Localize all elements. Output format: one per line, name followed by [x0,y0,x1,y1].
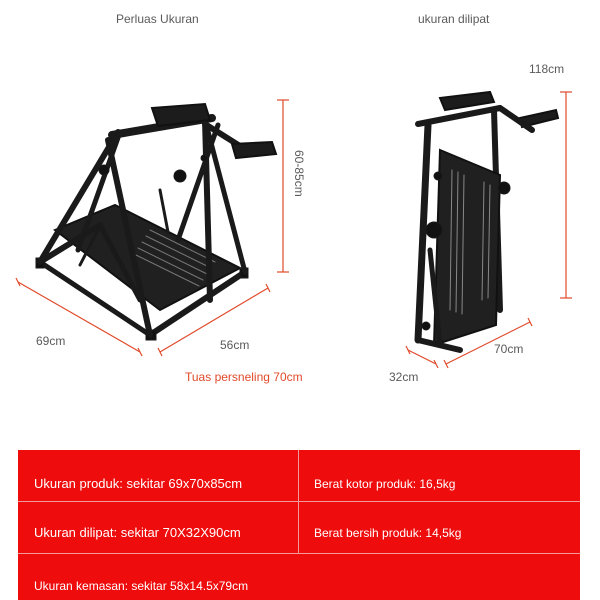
folded-depth-label: 70cm [494,342,524,356]
spec-table [18,450,580,600]
folded-size-cell: Ukuran dilipat: sekitar 70X32X90cm [34,525,241,540]
folded-height-label: 118cm [529,62,565,76]
folded-stand-image [418,92,558,350]
net-weight-cell: Berat bersih produk: 14,5kg [314,526,462,540]
row-divider [18,553,580,554]
folded-width-label: 32cm [389,370,419,384]
gross-weight-cell: Berat kotor produk: 16,5kg [314,477,456,491]
package-size-cell: Ukuran kemasan: sekitar 58x14.5x79cm [34,579,249,593]
folded-title: ukuran dilipat [418,12,490,26]
expanded-title: Perluas Ukuran [116,12,199,26]
row-divider [18,501,580,502]
product-size-cell: Ukuran produk: sekitar 69x70x85cm [34,476,243,491]
depth-label-56: 56cm [220,338,250,352]
gear-lever-label: Tuas persneling 70cm [185,370,303,384]
width-label-69: 69cm [36,334,66,348]
column-divider [298,450,299,553]
height-range-label: 60-85cm [292,150,306,197]
